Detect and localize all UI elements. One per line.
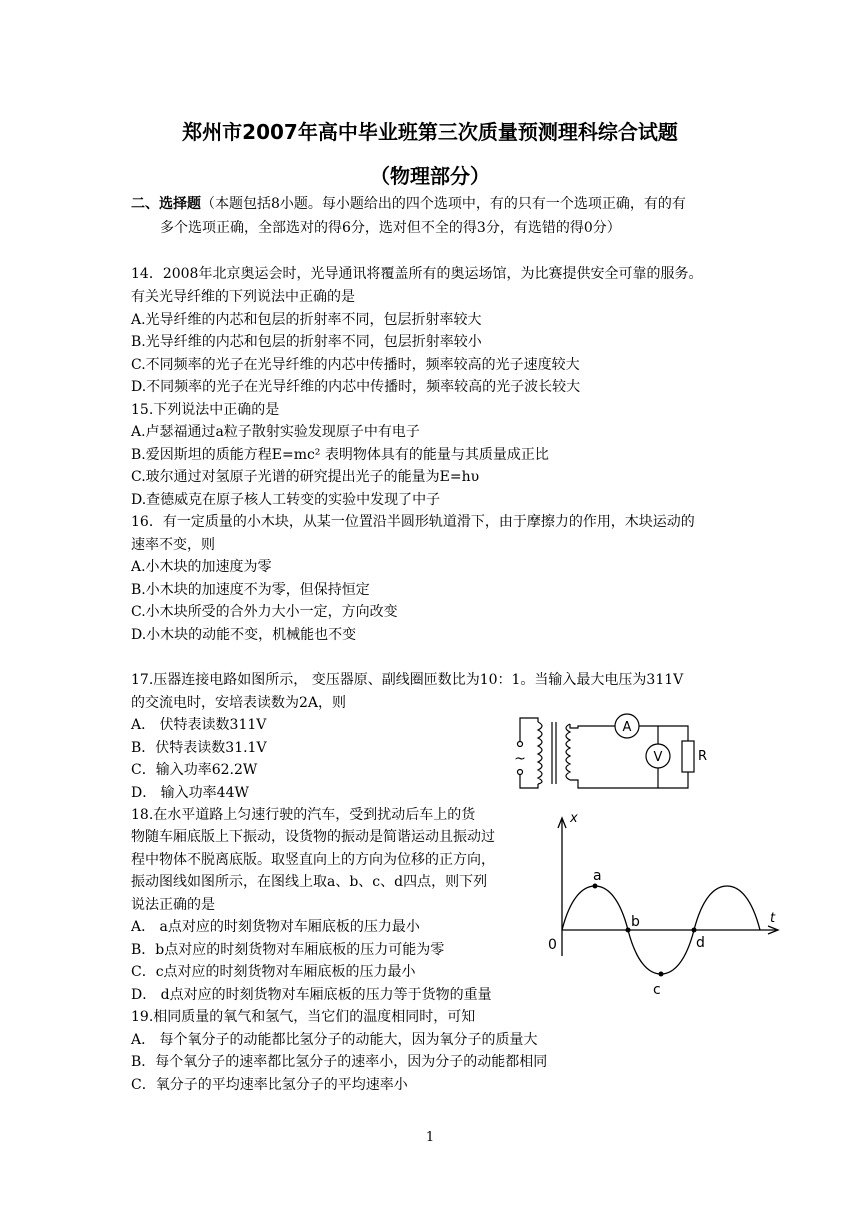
resistor-label: R [698, 749, 708, 764]
point-a-marker [593, 884, 598, 889]
point-c-label: c [653, 982, 661, 998]
q18-stem-line4: 振动图线如图所示，在图线上取a、b、c、d四点，则下列 [131, 874, 488, 890]
vibration-graph [540, 806, 790, 1000]
input-terminal-top [518, 742, 523, 747]
point-a-label: a [593, 868, 602, 884]
q16-option-d: D.小木块的动能不变，机械能也不变 [131, 627, 357, 643]
point-b-marker [626, 928, 631, 933]
q16-stem-line1: 16．有一定质量的小木块，从某一位置沿半圆形轨道滑下，由于摩擦力的作用，木块运动的 [131, 514, 695, 530]
transformer-circuit-diagram [508, 708, 713, 800]
q18-stem-line5: 说法正确的是 [131, 897, 215, 913]
q18-stem-line3: 程中物体不脱离底版。取竖直向上的方向为位移的正方向， [131, 852, 495, 868]
y-axis-label: x [570, 811, 578, 826]
q16-option-a: A.小木块的加速度为零 [131, 559, 272, 575]
primary-coil [538, 722, 542, 784]
q18-option-b: B．b点对应的时刻货物对车厢底板的压力可能为零 [131, 942, 445, 958]
q19-option-c: C．氧分子的平均速率比氢分子的平均速率小 [131, 1077, 408, 1093]
q14-option-d: D.不同频率的光子在光导纤维的内芯中传播时，频率较高的光子波长较大 [131, 379, 581, 395]
instructions-line1: （本题包括8小题。每小题给出的四个选项中，有的只有一个选项正确，有的有 [201, 196, 686, 212]
q15-option-a: A.卢瑟福通过a粒子散射实验发现原子中有电子 [131, 424, 420, 440]
q17-stem-line1: 17.压器连接电路如图所示， 变压器原、副线圈匝数比为10：1。当输入最大电压为311V [131, 672, 684, 688]
q18-option-c: C．c点对应的时刻货物对车厢底板的压力最小 [131, 964, 416, 980]
origin-label: 0 [548, 937, 557, 953]
q18-stem-line2: 物随车厢底版上下振动，设货物的振动是简谐运动且振动过 [131, 829, 495, 845]
q18-option-a: A． a点对应的时刻货物对车厢底板的压力最小 [131, 919, 420, 935]
q14-option-b: B.光导纤维的内芯和包层的折射率不同，包层折射率较小 [131, 334, 482, 350]
q14-stem-line1: 14．2008年北京奥运会时，光导通讯将覆盖所有的奥运场馆，为比赛提供安全可靠的服务。 [131, 266, 703, 282]
q17-option-a: A． 伏特表读数311V [131, 717, 267, 733]
page-subtitle: （物理部分） [370, 164, 490, 188]
q14-option-c: C.不同频率的光子在光导纤维的内芯中传播时，频率较高的光子速度较大 [131, 357, 580, 373]
q19-option-a: A． 每个氧分子的动能都比氢分子的动能大，因为氧分子的质量大 [131, 1032, 538, 1048]
ac-source-symbol: ~ [514, 751, 526, 767]
page-title: 郑州市2007年高中毕业班第三次质量预测理科综合试题 [182, 120, 678, 144]
q15-option-b: B.爱因斯坦的质能方程E=mc² 表明物体具有的能量与其质量成正比 [131, 447, 549, 463]
point-d-marker [692, 928, 697, 933]
q17-option-d: D． 输入功率44W [131, 785, 249, 801]
q17-option-c: C．输入功率62.2W [131, 762, 258, 778]
point-d-label: d [696, 935, 705, 951]
q16-stem-line2: 速率不变，则 [131, 537, 215, 553]
input-terminal-bottom [518, 770, 523, 775]
point-c-marker [659, 972, 664, 977]
section-heading: 二、选择题 [131, 196, 201, 212]
q18-stem-line1: 18.在水平道路上匀速行驶的汽车，受到扰动后车上的货 [131, 807, 476, 823]
q14-option-a: A.光导纤维的内芯和包层的折射率不同，包层折射率较大 [131, 312, 482, 328]
q15-stem: 15.下列说法中正确的是 [131, 402, 280, 418]
point-b-label: b [631, 914, 640, 930]
q17-stem-line2: 的交流电时，安培表读数为2A，则 [131, 695, 347, 711]
ammeter-label: A [622, 720, 632, 735]
q19-stem: 19.相同质量的氧气和氢气，当它们的温度相同时，可知 [131, 1009, 476, 1025]
t-axis-label: t [770, 911, 776, 926]
secondary-coil [566, 724, 570, 780]
instructions-line2: 多个选项正确，全部选对的得6分，选对但不全的得3分，有选错的得0分） [160, 220, 621, 236]
q16-option-c: C.小木块所受的合外力大小一定，方向改变 [131, 604, 398, 620]
q14-stem-line2: 有关光导纤维的下列说法中正确的是 [131, 289, 355, 305]
q15-option-c: C.玻尔通过对氢原子光谱的研究提出光子的能量为E=hυ [131, 469, 480, 485]
q17-option-b: B．伏特表读数31.1V [131, 740, 267, 756]
section-instructions [131, 195, 686, 213]
voltmeter-label: V [653, 750, 663, 765]
resistor [682, 741, 694, 772]
q18-option-d: D． d点对应的时刻货物对车厢底板的压力等于货物的重量 [131, 987, 492, 1003]
q15-option-d: D.查德威克在原子核人工转变的实验中发现了中子 [131, 492, 441, 508]
q19-option-b: B．每个氧分子的速率都比氢分子的速率小，因为分子的动能都相同 [131, 1054, 548, 1070]
page-number: 1 [425, 1130, 435, 1145]
q16-option-b: B.小木块的加速度不为零，但保持恒定 [131, 582, 370, 598]
